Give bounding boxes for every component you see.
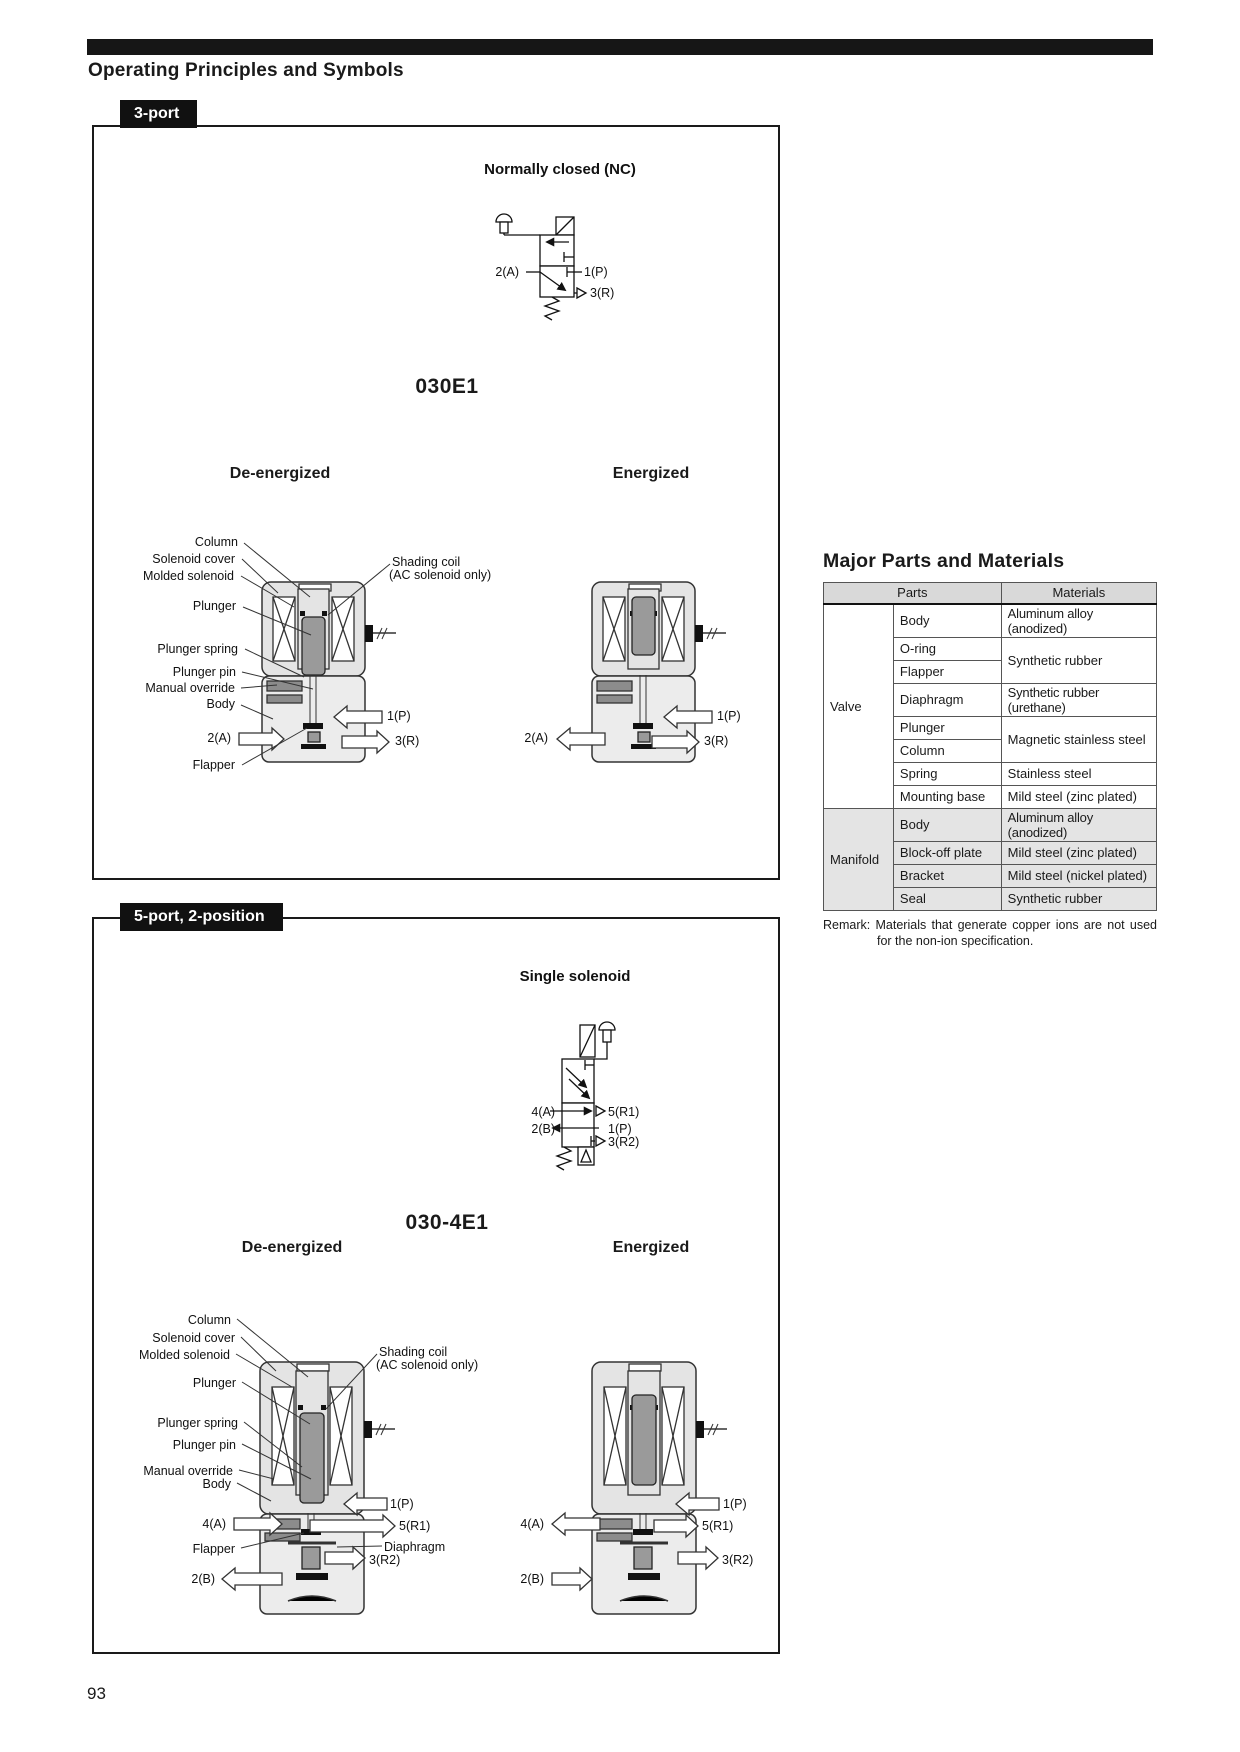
symbol-port-2a: 2(A) xyxy=(495,265,519,279)
label-shading-coil-note: (AC solenoid only) xyxy=(389,568,492,582)
symbol-port-2b: 2(B) xyxy=(531,1122,555,1136)
section-tab-5-port: 5-port, 2-position xyxy=(120,903,283,931)
part-cell: Mounting base xyxy=(893,785,1001,808)
port-label-3r-energized: 3(R) xyxy=(704,734,729,748)
state-label-energized: Energized xyxy=(612,465,690,482)
label-plunger-5port: Plunger xyxy=(192,1376,236,1390)
port-label-3r2-deenergized: 3(R2) xyxy=(369,1553,401,1567)
label-body: Body xyxy=(206,697,235,711)
material-cell: Mild steel (zinc plated) xyxy=(1001,841,1156,864)
material-cell: Synthetic rubber xyxy=(1001,887,1156,910)
page-number: 93 xyxy=(87,1684,106,1703)
materials-table xyxy=(823,582,1157,911)
material-cell: Mild steel (zinc plated) xyxy=(1001,785,1156,808)
state-label-deenergized-5port: De-energized xyxy=(241,1239,343,1256)
table-header-row xyxy=(824,583,1157,604)
part-cell: Spring xyxy=(893,762,1001,785)
page-title: Operating Principles and Symbols xyxy=(88,60,404,81)
label-plunger: Plunger xyxy=(192,599,236,613)
symbol-port-5r1: 5(R1) xyxy=(608,1105,640,1119)
label-body-5port: Body xyxy=(202,1477,231,1491)
five-port-energized-cutaway xyxy=(552,1362,727,1614)
state-label-energized-5port: Energized xyxy=(612,1239,690,1256)
nc-symbol-title: Normally closed (NC) xyxy=(484,161,636,178)
symbol-port-1p: 1(P) xyxy=(584,265,608,279)
port-label-1p-energized: 1(P) xyxy=(717,709,741,723)
part-cell: Body xyxy=(893,604,1001,638)
table-remark xyxy=(823,917,1157,949)
state-label-deenergized: De-energized xyxy=(229,465,331,482)
label-shading-coil-5port: Shading coil xyxy=(379,1345,448,1359)
label-plunger-spring-5port: Plunger spring xyxy=(157,1416,238,1430)
port-label-1p-deenergized: 1(P) xyxy=(387,709,411,723)
group-cell-manifold: Manifold xyxy=(824,808,894,910)
port-label-2b-deenergized: 2(B) xyxy=(191,1572,215,1586)
part-cell: Block-off plate xyxy=(893,841,1001,864)
port-label-2b-energized: 2(B) xyxy=(520,1572,544,1586)
label-manual-override-5port: Manual override xyxy=(143,1464,233,1478)
port-label-1p-deenergized: 1(P) xyxy=(390,1497,414,1511)
symbol-port-3r: 3(R) xyxy=(590,286,615,300)
single-solenoid-symbol xyxy=(550,1022,615,1170)
part-cell: Plunger xyxy=(893,716,1001,739)
part-cell: O-ring xyxy=(893,637,1001,660)
symbol-port-3r2: 3(R2) xyxy=(608,1135,640,1149)
part-cell: Flapper xyxy=(893,660,1001,683)
five-port-panel xyxy=(92,917,780,1654)
port-label-3r2-energized: 3(R2) xyxy=(722,1553,754,1567)
port-label-4a-deenergized: 4(A) xyxy=(202,1517,226,1531)
label-diaphragm: Diaphragm xyxy=(384,1540,446,1554)
label-manual-override: Manual override xyxy=(145,681,235,695)
single-solenoid-title: Single solenoid xyxy=(519,968,631,985)
part-cell: Body xyxy=(893,808,1001,841)
table-row xyxy=(824,604,1157,638)
label-molded-solenoid: Molded solenoid xyxy=(142,569,234,583)
col-header-materials: Materials xyxy=(1001,583,1156,604)
materials-section xyxy=(823,550,1159,949)
material-cell: Stainless steel xyxy=(1001,762,1156,785)
label-solenoid-cover: Solenoid cover xyxy=(152,552,235,566)
material-cell: Magnetic stainless steel xyxy=(1001,716,1156,762)
port-label-2a-energized: 2(A) xyxy=(524,731,548,745)
label-plunger-spring: Plunger spring xyxy=(157,642,238,656)
part-cell: Diaphragm xyxy=(893,683,1001,716)
port-label-5r1-deenergized: 5(R1) xyxy=(399,1519,431,1533)
section-tab-3-port: 3-port xyxy=(120,100,197,128)
symbol-port-1p: 1(P) xyxy=(608,1122,632,1136)
label-flapper: Flapper xyxy=(192,758,235,772)
label-column: Column xyxy=(194,535,238,549)
material-cell: Synthetic rubber xyxy=(1001,637,1156,683)
materials-title: Major Parts and Materials xyxy=(823,550,1065,572)
col-header-parts: Parts xyxy=(824,583,1002,604)
model-number-030-4e1: 030-4E1 xyxy=(405,1211,489,1234)
remark-label: Remark: xyxy=(823,917,871,932)
port-label-5r1-energized: 5(R1) xyxy=(702,1519,734,1533)
material-cell: Aluminum alloy (anodized) xyxy=(1001,604,1156,638)
top-rule-bar xyxy=(87,39,1153,55)
label-shading-coil: Shading coil xyxy=(392,555,461,569)
model-number-030e1: 030E1 xyxy=(415,375,479,398)
part-cell: Column xyxy=(893,739,1001,762)
label-molded-solenoid-5port: Molded solenoid xyxy=(138,1348,230,1362)
label-plunger-pin-5port: Plunger pin xyxy=(172,1438,236,1452)
port-label-1p-energized: 1(P) xyxy=(723,1497,747,1511)
label-plunger-pin: Plunger pin xyxy=(172,665,236,679)
group-cell-valve: Valve xyxy=(824,604,894,809)
remark-text: Materials that generate copper ions are not used for the non-ion specification. xyxy=(875,917,1157,948)
port-label-4a-energized: 4(A) xyxy=(520,1517,544,1531)
label-flapper-5port: Flapper xyxy=(192,1542,235,1556)
three-port-panel xyxy=(92,125,780,880)
three-port-deenergized-cutaway xyxy=(239,582,396,762)
five-port-deenergized-cutaway xyxy=(222,1362,395,1614)
part-cell: Seal xyxy=(893,887,1001,910)
material-cell: Aluminum alloy (anodized) xyxy=(1001,808,1156,841)
table-row xyxy=(824,808,1157,841)
port-label-3r-deenergized: 3(R) xyxy=(395,734,420,748)
label-shading-coil-note-5port: (AC solenoid only) xyxy=(376,1358,479,1372)
material-cell: Mild steel (nickel plated) xyxy=(1001,864,1156,887)
label-solenoid-cover-5port: Solenoid cover xyxy=(152,1331,235,1345)
port-label-2a-deenergized: 2(A) xyxy=(207,731,231,745)
part-cell: Bracket xyxy=(893,864,1001,887)
material-cell: Synthetic rubber (urethane) xyxy=(1001,683,1156,716)
symbol-port-4a: 4(A) xyxy=(531,1105,555,1119)
label-column-5port: Column xyxy=(187,1313,231,1327)
